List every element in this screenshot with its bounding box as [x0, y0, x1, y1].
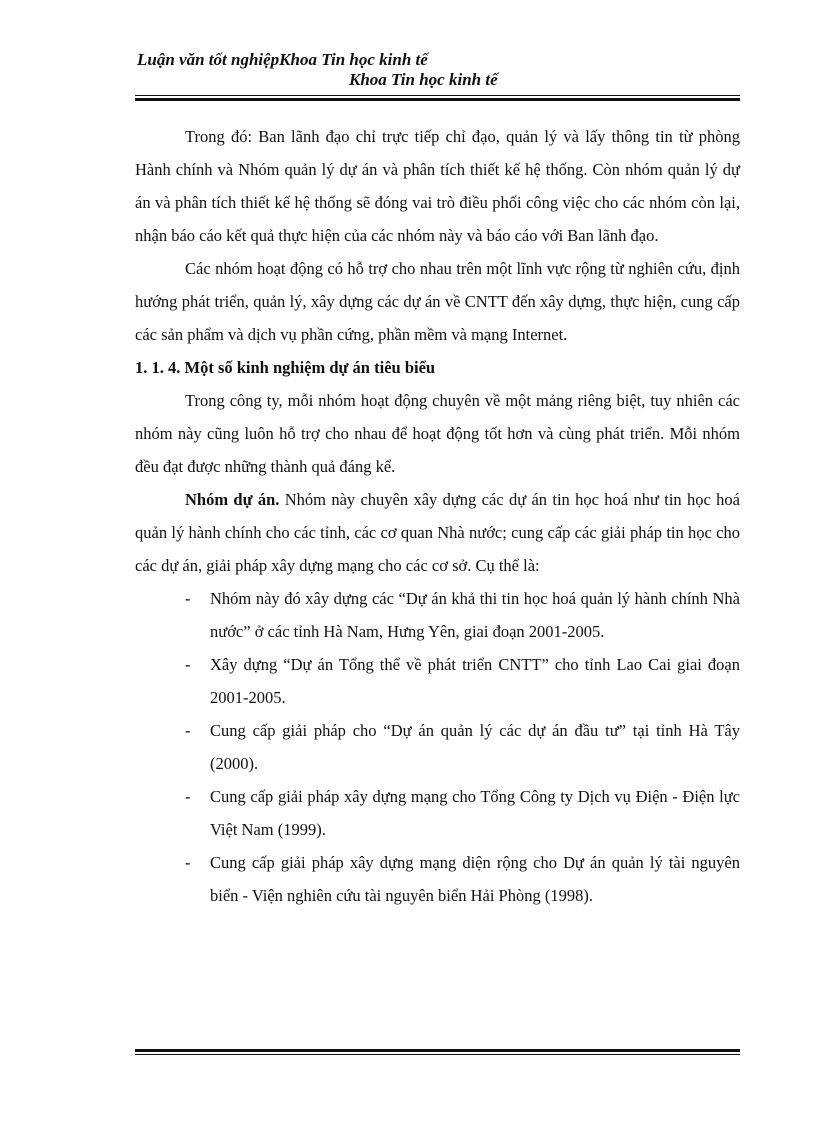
- project-list: [135, 582, 740, 912]
- list-item-text: Cung cấp giải pháp xây dựng mạng cho Tổng Công ty Dịch vụ Điện - Điện lực Việt Nam (1999).: [210, 787, 740, 839]
- header-title-line1: Luận văn tốt nghiệpKhoa Tin học kinh tế: [137, 50, 428, 69]
- footer-rule-thin: [135, 1054, 740, 1055]
- list-item: [135, 714, 740, 780]
- list-item-text: Cung cấp giải pháp xây dựng mạng diện rộng cho Dự án quản lý tài nguyên biển - Viện nghiên cứu tài nguyên biển Hải Phòng (1998).: [210, 853, 740, 905]
- list-item-text: Nhóm này đó xây dựng các “Dự án khả thi tin học hoá quản lý hành chính Nhà nước” ở các tỉnh Hà Nam, Hưng Yên, giai đoạn 2001-2005.: [210, 589, 740, 641]
- paragraph-leadership: Trong đó: Ban lãnh đạo chỉ trực tiếp chỉ đạo, quản lý và lấy thông tin từ phòng Hành chính và Nhóm quản lý dự án và phân tích thiết kế hệ thống. Còn nhóm quản lý dự án và phân tích thiết kế hệ thống sẽ đóng vai trò điều phối công việc cho các nhóm còn lại, nhận báo cáo kết quả thực hiện của các nhóm này và báo cáo với Ban lãnh đạo.: [135, 127, 740, 245]
- list-item: [135, 648, 740, 714]
- bullet-dash: -: [185, 853, 191, 872]
- paragraph-project-group: [135, 483, 740, 582]
- paragraph-groups: Các nhóm hoạt động có hỗ trợ cho nhau trên một lĩnh vực rộng từ nghiên cứu, định hướng phát triển, quản lý, xây dựng các dự án về CNTT đến xây dựng, thực hiện, cung cấp các sản phẩm và dịch vụ phần cứng, phần mềm và mạng Internet.: [135, 259, 740, 344]
- header-rule: [135, 95, 740, 101]
- header-rule-thin: [135, 95, 740, 96]
- header-rule-thick: [135, 98, 740, 101]
- page-header: [135, 46, 740, 106]
- list-item: [135, 846, 740, 912]
- list-item: [135, 582, 740, 648]
- bullet-dash: -: [185, 721, 191, 740]
- section-heading: 1. 1. 4. Một số kinh nghiệm dự án tiêu biểu: [135, 358, 436, 377]
- footer-rule-thick: [135, 1049, 740, 1052]
- list-item: [135, 780, 740, 846]
- header-title-line2: Khoa Tin học kinh tế: [349, 70, 498, 89]
- list-item-text: Cung cấp giải pháp cho “Dự án quản lý các dự án đầu tư” tại tỉnh Hà Tây (2000).: [210, 721, 740, 773]
- bullet-dash: -: [185, 655, 191, 674]
- body-text: [135, 120, 740, 912]
- footer-rule: [135, 1049, 740, 1055]
- bullet-dash: -: [185, 589, 191, 608]
- bullet-dash: -: [185, 787, 191, 806]
- project-group-text: Nhóm này chuyên xây dựng các dự án tin học hoá như tin học hoá quản lý hành chính cho các tỉnh, các cơ quan Nhà nước; cung cấp các giải pháp tin học cho các dự án, giải pháp xây dựng mạng cho các cơ sở. Cụ thể là:: [135, 490, 740, 575]
- paragraph-company: Trong công ty, mỗi nhóm hoạt động chuyên về một mảng riêng biệt, tuy nhiên các nhóm này cũng luôn hỗ trợ cho nhau để hoạt động tốt hơn và cùng phát triển. Mỗi nhóm đều đạt được những thành quả đáng kể.: [135, 391, 740, 476]
- list-item-text: Xây dựng “Dự án Tổng thể về phát triển CNTT” cho tỉnh Lao Cai giai đoạn 2001-2005.: [210, 655, 740, 707]
- project-group-lead: Nhóm dự án.: [185, 490, 280, 509]
